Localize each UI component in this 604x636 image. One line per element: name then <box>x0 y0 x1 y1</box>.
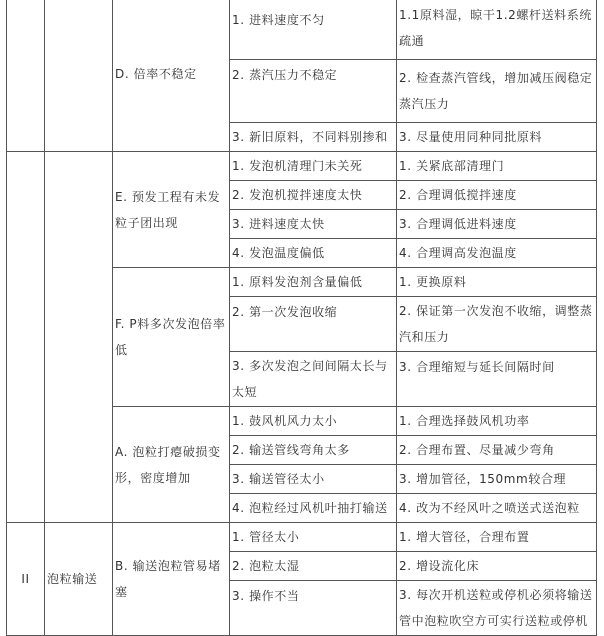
cause-cell: 3. 多次发泡之间间隔太长与太短 <box>230 352 397 407</box>
cause-cell: 4. 发泡温度偏低 <box>230 239 397 268</box>
fix-cell: 3. 合理调低进料速度 <box>397 210 597 239</box>
cause-cell: 3. 操作不当 <box>230 581 397 636</box>
fix-cell: 2. 合理调低搅拌速度 <box>397 181 597 210</box>
fix-cell: 2. 保证第一次发泡不收缩，调整蒸汽和压力 <box>397 297 597 352</box>
cause-cell: 3. 输送管径太小 <box>230 465 397 494</box>
fix-cell: 3. 尽量使用同种同批原料 <box>397 123 597 152</box>
cause-cell: 1. 原料发泡剂含量偏低 <box>230 268 397 297</box>
fix-cell: 1.1原料湿，晾干1.2螺杆送料系统疏通 <box>397 0 597 60</box>
cause-cell: 1. 管径太小 <box>230 523 397 552</box>
cause-cell: 2. 发泡机搅拌速度太快 <box>230 181 397 210</box>
cause-cell: 2. 泡粒太湿 <box>230 552 397 581</box>
cause-cell: 1. 进料速度不匀 <box>230 0 397 60</box>
table-row <box>7 152 597 181</box>
fix-cell: 4. 合理调高发泡温度 <box>397 239 597 268</box>
cause-cell: 3. 新旧原料，不同料别掺和 <box>230 123 397 152</box>
fix-cell: 2. 合理布置、尽量减少弯角 <box>397 436 597 465</box>
fix-cell: 1. 增大管径，合理布置 <box>397 523 597 552</box>
section-name-cell <box>45 0 113 152</box>
fix-cell: 3. 增加管径，150mm较合理 <box>397 465 597 494</box>
section-number-cell <box>7 152 45 523</box>
fix-cell: 3. 合理缩短与延长间隔时间 <box>397 352 597 407</box>
section-number-cell: II <box>7 523 45 636</box>
section-name-cell: 泡粒输送 <box>45 523 113 636</box>
fix-cell: 1. 合理选择鼓风机功率 <box>397 407 597 436</box>
cause-cell: 2. 蒸汽压力不稳定 <box>230 60 397 123</box>
problem-cell: A. 泡粒打瘪破损变形，密度增加 <box>113 407 230 523</box>
fix-cell: 1. 关紧底部清理门 <box>397 152 597 181</box>
cause-cell: 2. 输送管线弯角太多 <box>230 436 397 465</box>
fix-cell: 4. 改为不经风叶之喷送式送泡粒 <box>397 494 597 523</box>
problem-cell: F. P料多次发泡倍率低 <box>113 268 230 407</box>
fix-cell: 1. 更换原料 <box>397 268 597 297</box>
fix-cell: 3. 每次开机送粒或停机必须将输送管中泡粒吹空方可实行送粒或停机 <box>397 581 597 636</box>
cause-cell: 2. 第一次发泡收缩 <box>230 297 397 352</box>
troubleshooting-table <box>6 0 597 636</box>
problem-cell: D. 倍率不稳定 <box>113 0 230 152</box>
section-name-cell <box>45 152 113 523</box>
cause-cell: 1. 鼓风机风力太小 <box>230 407 397 436</box>
fix-cell: 2. 检查蒸汽管线，增加减压阀稳定蒸汽压力 <box>397 60 597 123</box>
table-row <box>7 523 597 552</box>
section-number-cell <box>7 0 45 152</box>
problem-cell: E. 预发工程有未发粒子团出现 <box>113 152 230 268</box>
cause-cell: 3. 进料速度太快 <box>230 210 397 239</box>
problem-cell: B. 输送泡粒管易堵塞 <box>113 523 230 636</box>
table-row <box>7 0 597 60</box>
cause-cell: 4. 泡粒经过风机叶抽打输送 <box>230 494 397 523</box>
cause-cell: 1. 发泡机清理门未关死 <box>230 152 397 181</box>
fix-cell: 2. 增设流化床 <box>397 552 597 581</box>
